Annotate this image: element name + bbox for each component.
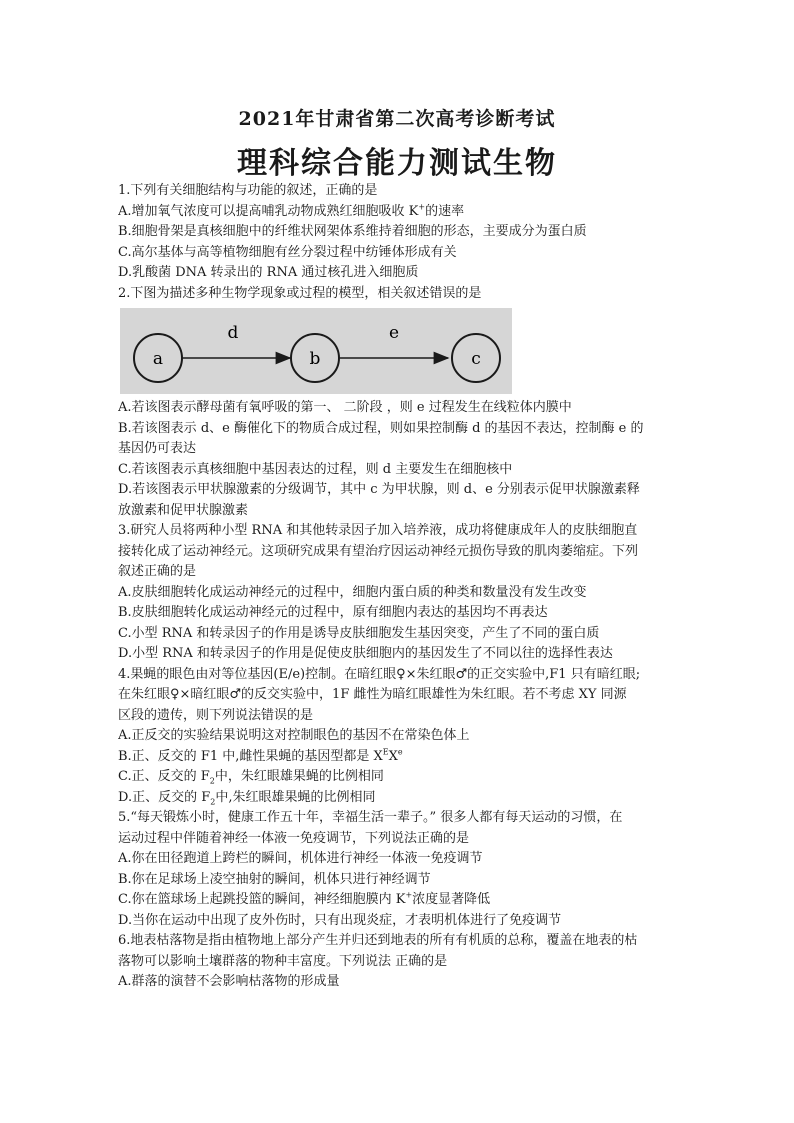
question-2-stem: 2.下图为描述多种生物学现象或过程的模型，相关叙述错误的是 [118,285,482,301]
question-5-stem: 5.“每天锻炼小时，健康工作五十年，幸福生活一辈子。” 很多人都有每天运动的习惯，在 [118,810,623,825]
exam-title: 2021年甘肃省第二次高考诊断考试 [238,108,556,130]
node-c-label: c [471,349,481,369]
node-a-label: a [152,349,164,369]
question-2-option-d-cont: 放激素和促甲状腺激素 [118,502,249,518]
exam-subtitle: 理科综合能力测试生物 [237,146,557,181]
question-2-option-b-cont: 基因仍可表达 [118,441,197,456]
question-2-option-d: D.若该图表示甲状腺激素的分级调节，其中 c 为甲状腺，则 d、e 分别表示促甲状腺激素释 [118,482,640,497]
arrow-e-label: e [388,323,400,343]
question-6-stem: 6.地表枯落物是指由植物地上部分产生并归还到地表的所有有机质的总称，覆盖在地表的枯 [118,933,638,948]
node-b-label: b [309,349,321,369]
question-3-stem-end: 叙述正确的是 [118,564,197,579]
question-6-stem-cont: 落物可以影响土壤群落的物种丰富度。下列说法 正确的是 [118,953,448,969]
arrow-d-label: d [227,323,239,343]
question-1-option-b: B.细胞骨架是真核细胞中的纤维状网架体系维持着细胞的形态，主要成分为蛋白质 [118,224,587,239]
question-3-option-d: D.小型 RNA 和转录因子的作用是促使皮肤细胞内的基因发生了不同以往的选择性表达 [118,646,613,661]
question-5-option-b: B.你在足球场上凌空抽射的瞬间，机体只进行神经调节 [118,871,431,887]
question-1-option-c: C.高尔基体与高等植物细胞有丝分裂过程中纺锤体形成有关 [118,244,457,260]
question-1-option-d: D.乳酸菌 DNA 转录出的 RNA 通过核孔进入细胞质 [118,265,419,280]
question-4-option-d: D.正、反交的 $F_2$中,朱红眼雄果蝇的比例相同 [118,789,376,807]
question-5-stem-cont: 运动过程中伴随着神经一体液一免疫调节，下列说法正确的是 [118,830,470,846]
question-3-option-a: A.皮肤细胞转化成运动神经元的过程中，细胞内蛋白质的种类和数量没有发生改变 [118,584,587,600]
process-model-diagram [120,308,512,394]
question-4-stem-cont: 在朱红眼♀×暗红眼♂的反交实验中，1F 雌性为暗红眼雄性为朱红眼。若不考虑 XY 同源 [118,687,627,702]
question-4-option-a: A.正反交的实验结果说明这对控制眼色的基因不在常染色体上 [118,728,470,743]
question-2-option-c: C.若该图表示真核细胞中基因表达的过程，则 d 主要发生在细胞核中 [118,461,513,477]
question-list [118,181,683,993]
question-4-option-b: B.正、反交的 F1 中,雌性果蝇的基因型都是 $X^EXe$ [118,747,403,764]
question-5-option-c: C.你在篮球场上起跳投篮的瞬间，神经细胞膜内 K+浓度显著降低 [118,890,491,907]
question-2-option-a: A.若该图表示酵母菌有氧呼吸的第一、 二阶段 ，则 e 过程发生在线粒体内膜中 [118,400,572,415]
question-4-stem: 4.果蝇的眼色由对等位基因(E/e)控制。在暗红眼♀×朱红眼♂的正交实验中,F1 只有暗红眼; [118,666,641,682]
question-5-option-d: D.当你在运动中出现了皮外伤时，只有出现炎症，才表明机体进行了免疫调节 [118,912,562,928]
question-5-option-a: A.你在田径跑道上跨栏的瞬间，机体进行神经一体液一免疫调节 [118,851,483,866]
question-3-option-c: C.小型 RNA 和转录因子的作用是诱导皮肤细胞发生基因突变，产生了不同的蛋白质 [118,625,600,641]
question-1-option-a: A.增加氧气浓度可以提高哺乳动物成熟红细胞吸收 K+的速率 [118,202,465,219]
question-2-option-b: B.若该图表示 d、e 酶催化下的物质合成过程，则如果控制酶 d 的基因不表达，控制酶 e 的 [118,420,644,436]
question-6-option-a: A.群落的演替不会影响枯落物的形成量 [118,974,340,989]
question-1-stem: 1.下列有关细胞结构与功能的叙述，正确的是 [118,183,378,198]
process-model-figure [120,308,512,394]
question-3-stem-cont: 接转化成了运动神经元。这项研究成果有望治疗因运动神经元损伤导致的肌肉萎缩症。下列 [118,543,639,559]
question-4-stem-end: 区段的遗传，则下列说法错误的是 [118,707,314,723]
question-3-stem: 3.研究人员将两种小型 RNA 和其他转录因子加入培养液，成功将健康成年人的皮肤细胞直 [118,523,638,538]
question-4-option-c: C.正、反交的 $F_2$中，朱红眼雄果蝇的比例相同 [118,769,384,786]
question-3-option-b: B.皮肤细胞转化成运动神经元的过程中，原有细胞内表达的基因均不再表达 [118,605,548,620]
